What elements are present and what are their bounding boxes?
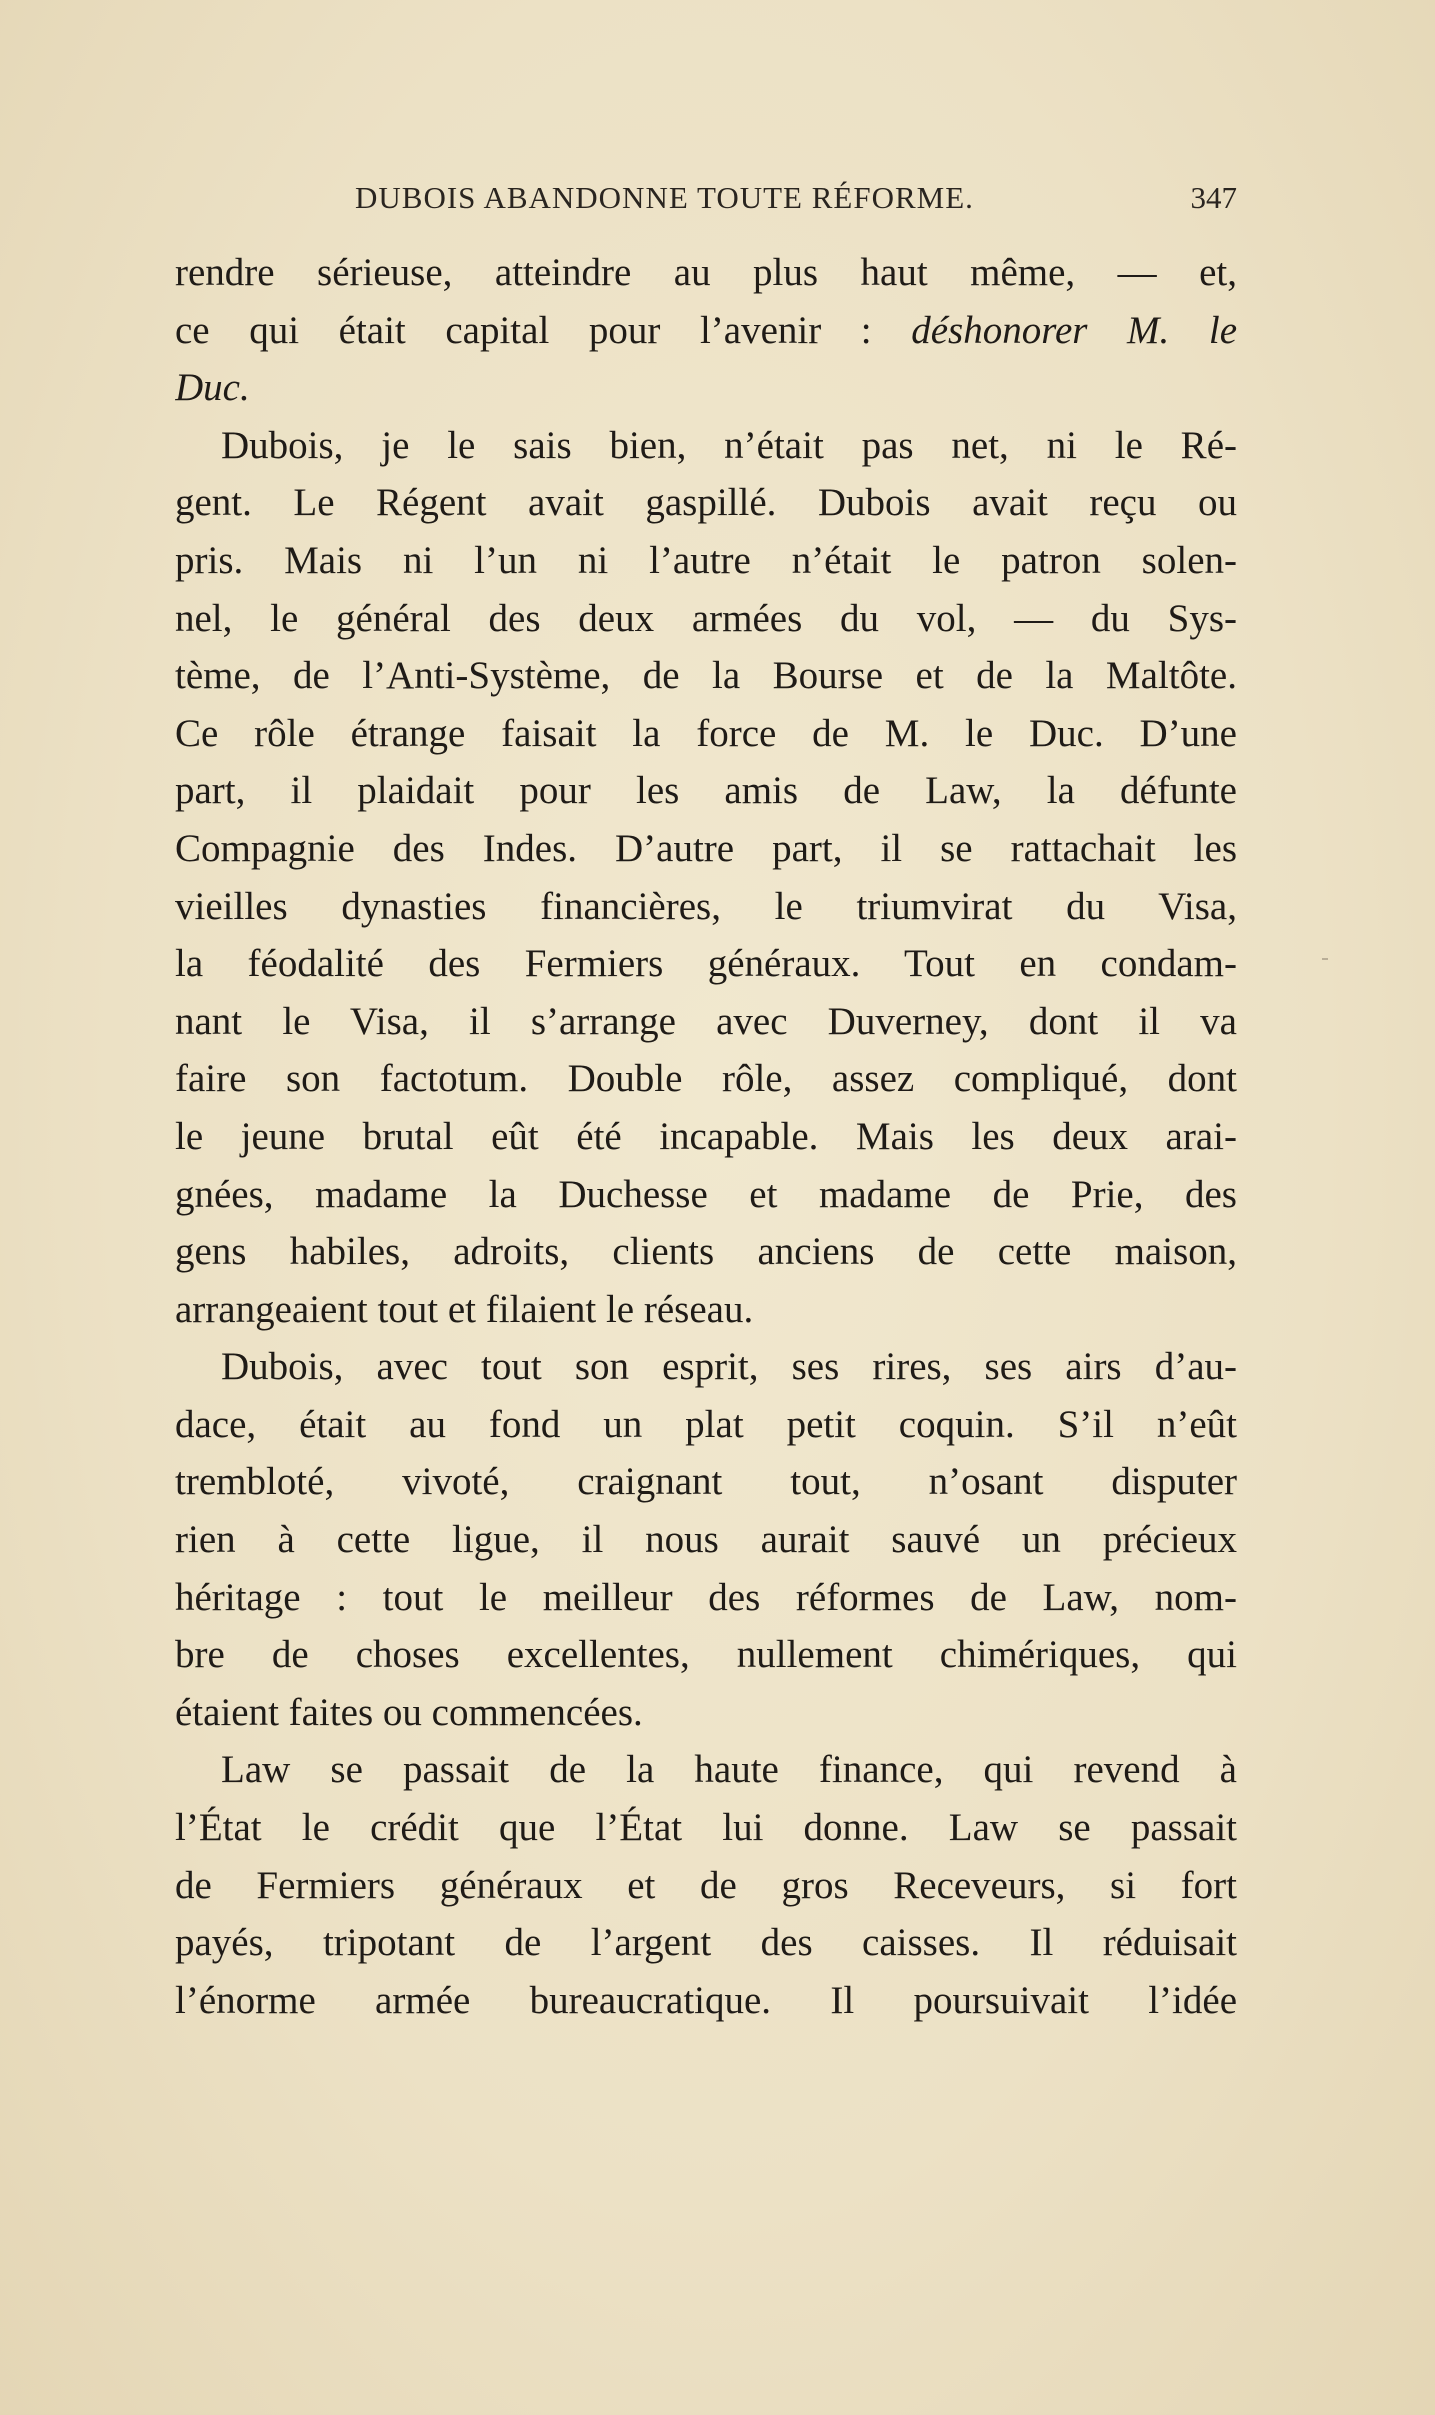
text-line: le jeune brutal eût été incapable. Mais les deux arai-	[175, 1114, 1237, 1158]
text-line: payés, tripotant de l’argent des caisses. Il réduisait	[175, 1921, 1237, 1965]
text-line: la féodalité des Fermiers généraux. Tout en condam-	[175, 942, 1237, 986]
text-line: Ce rôle étrange faisait la force de M. le Duc. D’une	[175, 711, 1237, 755]
text-line: trembloté, vivoté, craignant tout, n’osant disputer	[175, 1460, 1237, 1504]
text-line: de Fermiers généraux et de gros Receveurs, si fort	[175, 1863, 1237, 1907]
text-line: gnées, madame la Duchesse et madame de Prie, des	[175, 1172, 1237, 1216]
text-span: ce qui était capital pour l’avenir :	[175, 308, 872, 352]
text-line: nant le Visa, il s’arrange avec Duverney, dont il va	[175, 999, 1237, 1043]
paragraph-start-line: Dubois, je le sais bien, n’était pas net, ni le Ré-	[221, 423, 1237, 467]
text-line: gent. Le Régent avait gaspillé. Dubois avait reçu ou	[175, 481, 1237, 525]
text-line: pris. Mais ni l’un ni l’autre n’était le patron solen-	[175, 538, 1237, 582]
text-line: gens habiles, adroits, clients anciens de cette maison,	[175, 1230, 1237, 1274]
text-line: héritage : tout le meilleur des réformes de Law, nom-	[175, 1575, 1237, 1619]
text-line: étaient faites ou commencées.	[175, 1690, 643, 1734]
text-line: part, il plaidait pour les amis de Law, la défunte	[175, 769, 1237, 813]
text-line	[175, 302, 1237, 360]
text-line: tème, de l’Anti-Système, de la Bourse et de la Maltôte.	[175, 654, 1237, 698]
page-header	[175, 180, 1237, 224]
paper-speck	[1322, 958, 1328, 960]
italic-phrase: déshonorer M. le	[911, 308, 1237, 352]
text-line: arrangeaient tout et filaient le réseau.	[175, 1287, 754, 1331]
text-line: rendre sérieuse, atteindre au plus haut même, — et,	[175, 251, 1237, 294]
text-line: vieilles dynasties financières, le triumvirat du Visa,	[175, 884, 1237, 928]
text-line: l’énorme armée bureaucratique. Il poursuivait l’idée	[175, 1978, 1237, 2022]
text-line: rien à cette ligue, il nous aurait sauvé un précieux	[175, 1518, 1237, 1562]
text-line: Duc.	[175, 366, 250, 410]
text-line: Compagnie des Indes. D’autre part, il se rattachait les	[175, 826, 1237, 870]
running-head: DUBOIS ABANDONNE TOUTE RÉFORME.	[355, 180, 974, 215]
text-line: faire son factotum. Double rôle, assez compliqué, dont	[175, 1057, 1237, 1101]
paragraph-start-line: Dubois, avec tout son esprit, ses rires, ses airs d’au-	[221, 1345, 1237, 1389]
text-line: nel, le général des deux armées du vol, — du Sys-	[175, 596, 1237, 640]
body-text	[175, 244, 1237, 2029]
page-number: 347	[1190, 180, 1237, 215]
text-line: bre de choses excellentes, nullement chimériques, qui	[175, 1633, 1237, 1677]
paragraph-start-line: Law se passait de la haute finance, qui revend à	[221, 1748, 1237, 1792]
text-line: l’État le crédit que l’État lui donne. Law se passait	[175, 1806, 1237, 1850]
text-line: dace, était au fond un plat petit coquin. S’il n’eût	[175, 1402, 1237, 1446]
